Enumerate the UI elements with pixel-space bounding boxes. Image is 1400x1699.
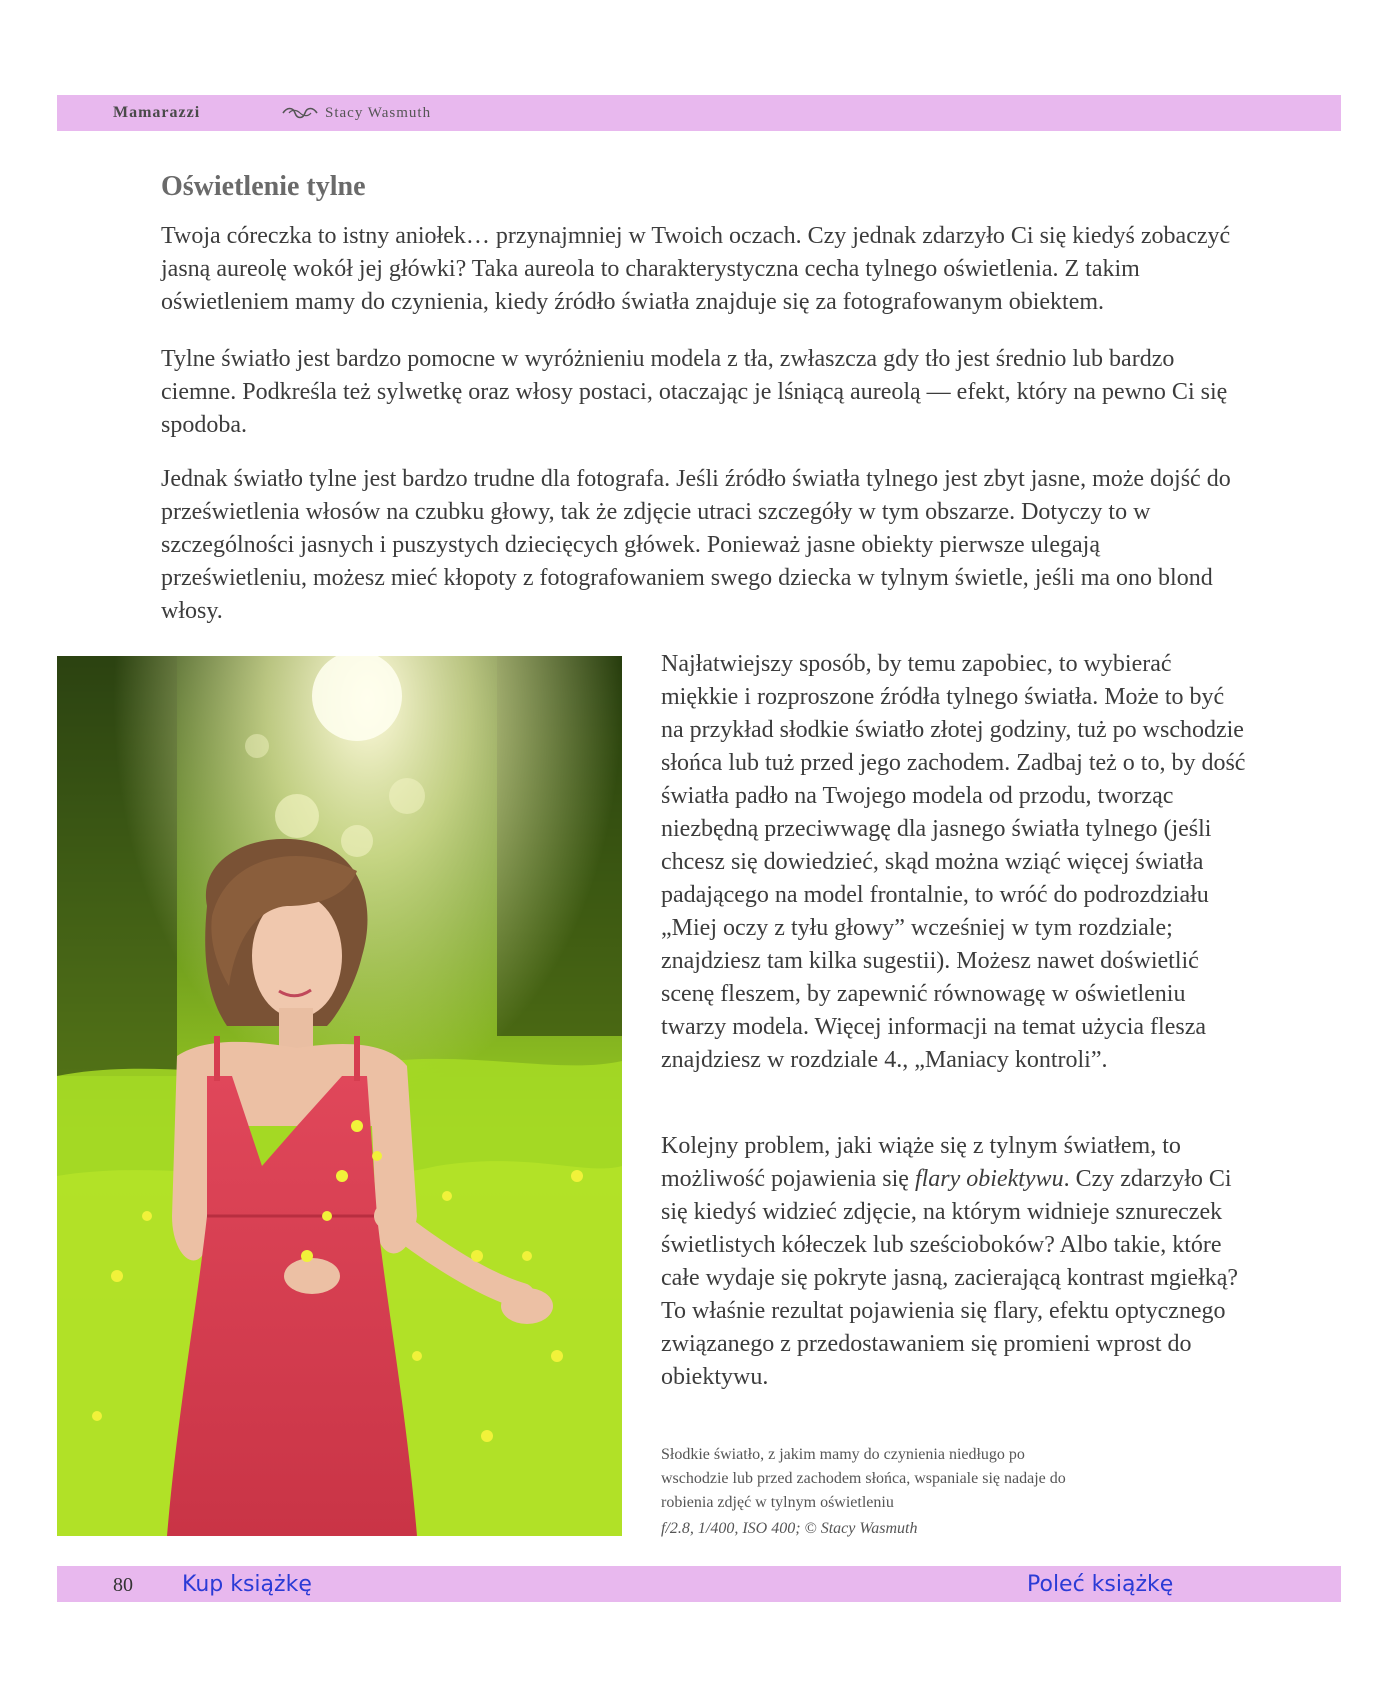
section-title: Oświetlenie tylne — [161, 171, 366, 202]
column-paragraph: Najłatwiejszy sposób, by temu zapobiec, to wybierać miękkie i rozproszone źródła tylnego światła. Może to być na przykład słodkie światło złotej godziny, tuż po wschodzie słońca lub tuż przed jego zachodem. Zadbaj też o to, by dość światła padło na Twojego modela od przodu, tworząc niezbędną przeciwwagę dla jasnego światła tylnego (jeśli chcesz się dowiedzieć, skąd można wziąć więcej światła padającego na model frontalnie, to wróć do podrozdziału „Miej oczy z tyłu głowy” wcześniej w tym rozdziale; znajdziesz tam kilka sugestii). Możesz nawet doświetlić scenę fleszem, by zapewnić równowagę w oświetleniu twarzy modela. Więcej informacji na temat użycia flesza znajdziesz w rozdziale 4., „Maniacy kontroli”. — [661, 651, 1246, 1073]
caption-text: Słodkie światło, z jakim mamy do czynienia niedługo po wschodzie lub przed zachodem słońca, wspaniale się nadaje do robienia zdjęć w tylnym oświetleniu — [661, 1446, 1066, 1511]
page-number: 80 — [113, 1574, 133, 1596]
paragraph-text: Kolejny problem, jaki wiąże się z tylnym światłem, to możliwość pojawienia się — [661, 1133, 1181, 1192]
author-name: Stacy Wasmuth — [325, 105, 432, 121]
running-footer — [57, 1566, 1341, 1602]
running-header — [57, 95, 1341, 131]
photo-illustration — [57, 656, 622, 1536]
column-paragraph — [661, 1130, 1251, 1394]
body-paragraph: Tylne światło jest bardzo pomocne w wyróżnieniu modela z tła, zwłaszcza gdy tło jest średnio lub bardzo ciemne. Podkreśla też sylwetkę oraz włosy postaci, otaczając je lśniącą aureolą — efekt, który na pewno Ci się spodoba. — [161, 346, 1228, 438]
recommend-book-link[interactable]: Poleć książkę — [1027, 1572, 1174, 1597]
photo-caption — [661, 1443, 1081, 1541]
buy-book-link[interactable]: Kup książkę — [182, 1572, 312, 1597]
photo-girl-in-meadow — [57, 656, 622, 1536]
flourish-ornament-icon — [281, 106, 319, 120]
book-title: Mamarazzi — [113, 104, 201, 121]
emphasis-term: flary obiektywu — [914, 1166, 1064, 1192]
body-paragraph: Jednak światło tylne jest bardzo trudne dla fotografa. Jeśli źródło światła tylnego jest zbyt jasne, może dojść do prześwietlenia włosów na czubku głowy, tak że zdjęcie utraci szczegóły w tym obszarze. Dotyczy to w szczególności jasnych i puszystych dziecięcych główek. Ponieważ jasne obiekty pierwsze ulegają prześwietleniu, możesz mieć kłopoty z fotografowaniem swego dziecka w tylnym świetle, jeśli ma ono blond włosy. — [161, 466, 1231, 624]
paragraph-text: . Czy zdarzyło Ci się kiedyś widzieć zdjęcie, na którym widnieje sznureczek świetlistych kółeczek lub sześcioboków? Albo takie, które całe wydaje się pokryte jasną, zacierającą kontrast mgiełką? To właśnie rezultat pojawienia się flary, efektu optycznego związanego z przedostawaniem się promieni wprost do obiektywu. — [661, 1166, 1239, 1390]
body-paragraph: Twoja córeczka to istny aniołek… przynajmniej w Twoich oczach. Czy jednak zdarzyło Ci się kiedyś zobaczyć jasną aureolę wokół jej główki? Taka aureola to charakterystyczna cecha tylnego oświetlenia. Z takim oświetleniem mamy do czynienia, kiedy źródło światła znajduje się za fotografowanym obiektem. — [161, 223, 1231, 315]
caption-credit: f/2.8, 1/400, ISO 400; © Stacy Wasmuth — [661, 1520, 918, 1537]
